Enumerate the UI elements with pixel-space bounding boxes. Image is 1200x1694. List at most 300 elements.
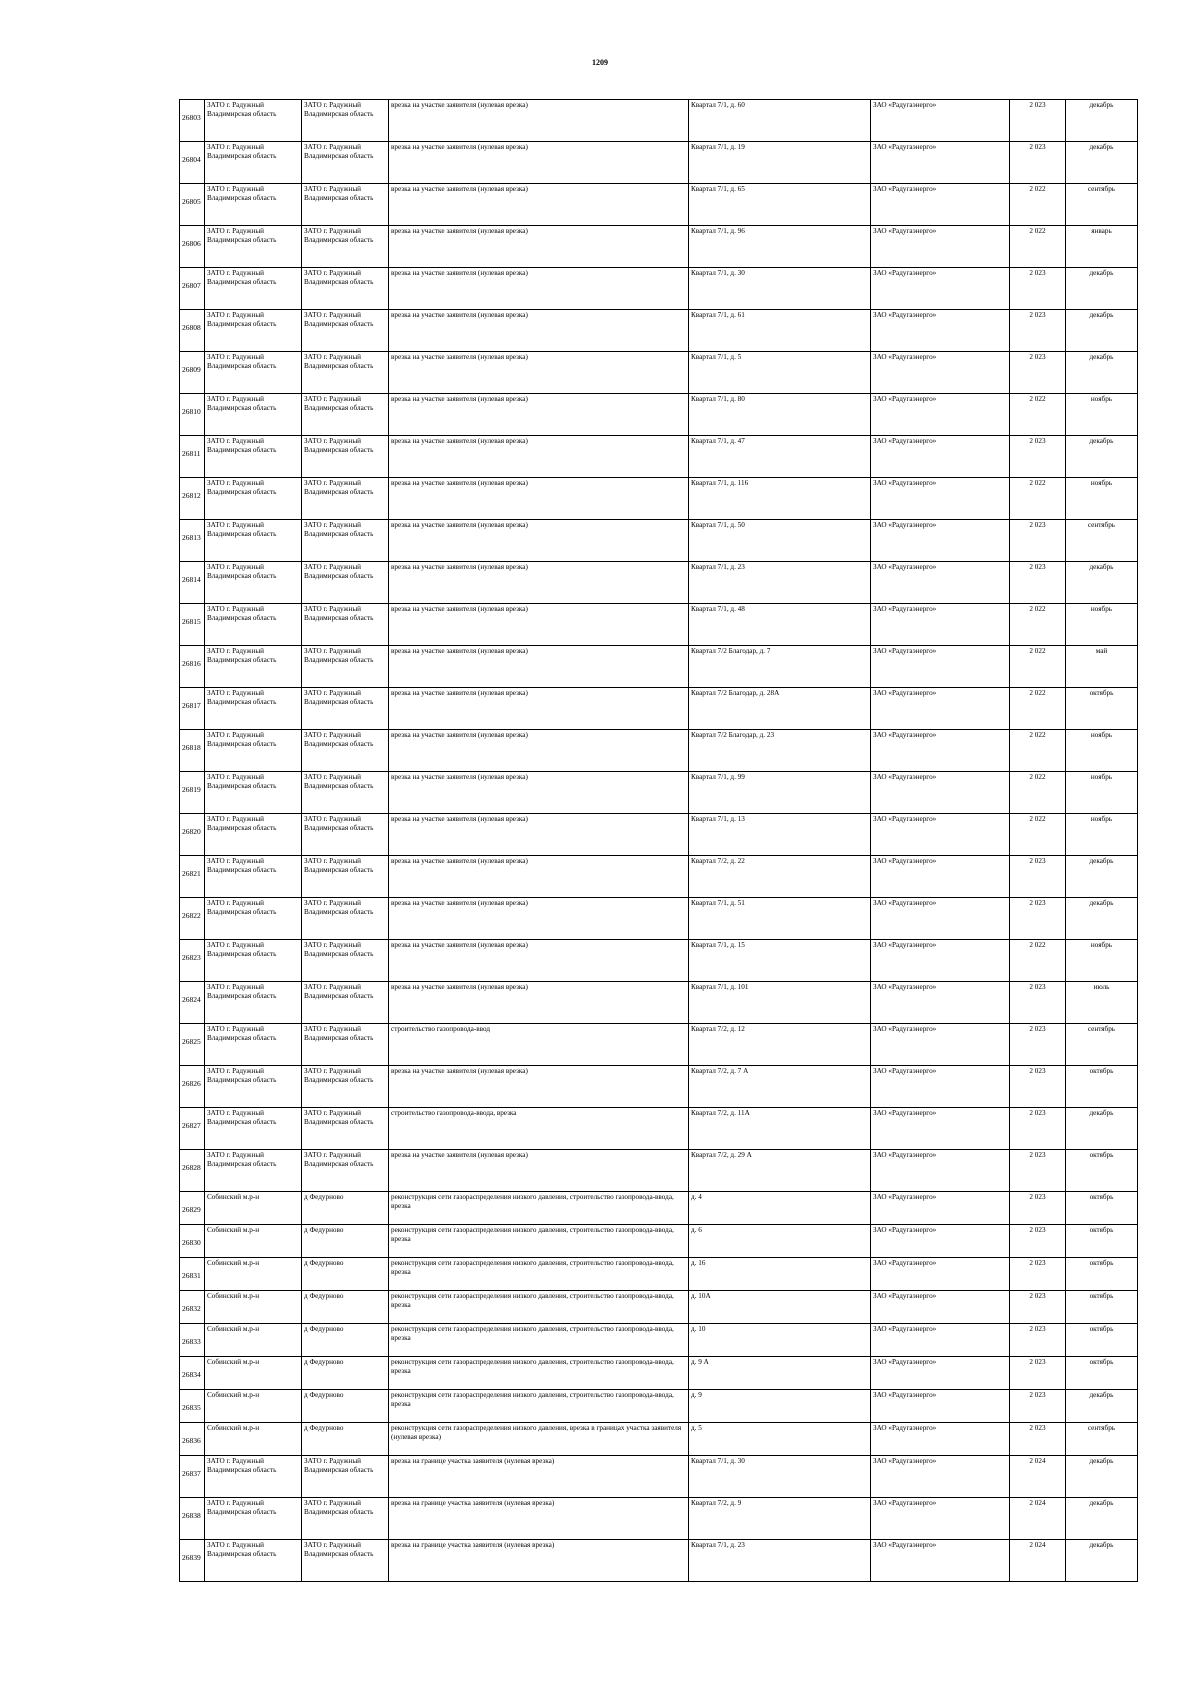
district-cell: ЗАТО г. Радужный Владимирская область [205,898,302,940]
row-number-text: 26835 [182,1403,201,1412]
settlement-cell: ЗАТО г. Радужный Владимирская область [302,184,389,226]
district-cell: Собинский м.р-н [205,1423,302,1456]
organization-cell: ЗАО «Радугаэнерго» [871,1498,1010,1540]
row-number-text: 26824 [182,995,201,1004]
district-cell: ЗАТО г. Радужный Владимирская область [205,982,302,1024]
organization-cell: ЗАО «Радугаэнерго» [871,352,1010,394]
row-number-text: 26808 [182,323,201,332]
month-cell: октябрь [1066,1291,1138,1324]
year-cell: 2 022 [1010,688,1066,730]
address-cell: Квартал 7/1, д. 30 [689,268,871,310]
address-cell: Квартал 7/2, д. 12 [689,1024,871,1066]
row-number-text: 26839 [182,1553,201,1562]
row-number [180,100,205,142]
year-cell: 2 023 [1010,562,1066,604]
settlement-cell: д Федурново [302,1258,389,1291]
organization-cell: ЗАО «Радугаэнерго» [871,100,1010,142]
work-type-cell: врезка на участке заявителя (нулевая врезка) [389,352,689,394]
work-type-cell: врезка на участке заявителя (нулевая врезка) [389,898,689,940]
settlement-cell: ЗАТО г. Радужный Владимирская область [302,1066,389,1108]
row-number-text: 26826 [182,1079,201,1088]
table-row [180,1024,1138,1066]
table-row [180,562,1138,604]
table-row [180,520,1138,562]
settlement-cell: д Федурново [302,1324,389,1357]
row-number [180,436,205,478]
address-cell: Квартал 7/1, д. 60 [689,100,871,142]
organization-cell: ЗАО «Радугаэнерго» [871,478,1010,520]
year-cell: 2 022 [1010,226,1066,268]
organization-cell: ЗАО «Радугаэнерго» [871,982,1010,1024]
organization-cell: ЗАО «Радугаэнерго» [871,226,1010,268]
address-cell: Квартал 7/2 Благодар, д. 28А [689,688,871,730]
table-row [180,478,1138,520]
table-row [180,1150,1138,1192]
row-number [180,688,205,730]
year-cell: 2 022 [1010,604,1066,646]
month-cell: январь [1066,226,1138,268]
month-cell: декабрь [1066,1108,1138,1150]
district-cell: ЗАТО г. Радужный Владимирская область [205,436,302,478]
organization-cell: ЗАО «Радугаэнерго» [871,1024,1010,1066]
year-cell: 2 022 [1010,814,1066,856]
organization-cell: ЗАО «Радугаэнерго» [871,688,1010,730]
table-row [180,310,1138,352]
table-row [180,1390,1138,1423]
work-type-cell: реконструкция сети газораспределения низкого давления, строительство газопровода-ввода, врезка [389,1324,689,1357]
work-type-cell: врезка на участке заявителя (нулевая врезка) [389,268,689,310]
year-cell: 2 023 [1010,1192,1066,1225]
work-type-cell: врезка на участке заявителя (нулевая врезка) [389,100,689,142]
row-number [180,1291,205,1324]
row-number-text: 26805 [182,197,201,206]
work-type-cell: реконструкция сети газораспределения низкого давления, строительство газопровода-ввода, врезка [389,1291,689,1324]
district-cell: ЗАТО г. Радужный Владимирская область [205,1456,302,1498]
month-cell: октябрь [1066,1066,1138,1108]
work-type-cell: врезка на участке заявителя (нулевая врезка) [389,436,689,478]
year-cell: 2 023 [1010,310,1066,352]
row-number [180,1390,205,1423]
year-cell: 2 023 [1010,898,1066,940]
month-cell: ноябрь [1066,814,1138,856]
work-type-cell: реконструкция сети газораспределения низкого давления, строительство газопровода-ввода, врезка [389,1258,689,1291]
row-number-text: 26806 [182,239,201,248]
settlement-cell: ЗАТО г. Радужный Владимирская область [302,940,389,982]
month-cell: ноябрь [1066,394,1138,436]
organization-cell: ЗАО «Радугаэнерго» [871,310,1010,352]
work-type-cell: врезка на участке заявителя (нулевая врезка) [389,142,689,184]
address-cell: Квартал 7/1, д. 96 [689,226,871,268]
district-cell: ЗАТО г. Радужный Владимирская область [205,226,302,268]
settlement-cell: ЗАТО г. Радужный Владимирская область [302,688,389,730]
row-number [180,1066,205,1108]
address-cell: Квартал 7/1, д. 51 [689,898,871,940]
work-type-cell: реконструкция сети газораспределения низкого давления, строительство газопровода-ввода, врезка [389,1390,689,1423]
row-number-text: 26820 [182,827,201,836]
settlement-cell: ЗАТО г. Радужный Владимирская область [302,898,389,940]
organization-cell: ЗАО «Радугаэнерго» [871,520,1010,562]
month-cell: октябрь [1066,688,1138,730]
organization-cell: ЗАО «Радугаэнерго» [871,184,1010,226]
organization-cell: ЗАО «Радугаэнерго» [871,1540,1010,1582]
row-number [180,1498,205,1540]
district-cell: ЗАТО г. Радужный Владимирская область [205,1498,302,1540]
organization-cell: ЗАО «Радугаэнерго» [871,1390,1010,1423]
row-number-text: 26819 [182,785,201,794]
settlement-cell: ЗАТО г. Радужный Владимирская область [302,394,389,436]
row-number-text: 26810 [182,407,201,416]
organization-cell: ЗАО «Радугаэнерго» [871,1192,1010,1225]
district-cell: Собинский м.р-н [205,1225,302,1258]
organization-cell: ЗАО «Радугаэнерго» [871,1258,1010,1291]
work-type-cell: реконструкция сети газораспределения низкого давления, строительство газопровода-ввода, врезка [389,1192,689,1225]
work-type-cell: врезка на границе участка заявителя (нулевая врезка) [389,1456,689,1498]
year-cell: 2 022 [1010,940,1066,982]
address-cell: Квартал 7/2, д. 7 А [689,1066,871,1108]
settlement-cell: ЗАТО г. Радужный Владимирская область [302,646,389,688]
table-row [180,1456,1138,1498]
district-cell: ЗАТО г. Радужный Владимирская область [205,1540,302,1582]
work-type-cell: врезка на границе участка заявителя (нулевая врезка) [389,1498,689,1540]
settlement-cell: ЗАТО г. Радужный Владимирская область [302,310,389,352]
address-cell: Квартал 7/1, д. 65 [689,184,871,226]
settlement-cell: д Федурново [302,1390,389,1423]
settlement-cell: д Федурново [302,1423,389,1456]
row-number [180,394,205,436]
table-row [180,1423,1138,1456]
row-number [180,184,205,226]
row-number [180,352,205,394]
settlement-cell: ЗАТО г. Радужный Владимирская область [302,730,389,772]
address-cell: Квартал 7/1, д. 116 [689,478,871,520]
address-cell: д. 10А [689,1291,871,1324]
row-number [180,1324,205,1357]
table-row [180,436,1138,478]
organization-cell: ЗАО «Радугаэнерго» [871,1324,1010,1357]
row-number-text: 26815 [182,617,201,626]
row-number [180,1024,205,1066]
district-cell: ЗАТО г. Радужный Владимирская область [205,646,302,688]
year-cell: 2 023 [1010,1324,1066,1357]
address-cell: Квартал 7/1, д. 61 [689,310,871,352]
district-cell: ЗАТО г. Радужный Владимирская область [205,100,302,142]
organization-cell: ЗАО «Радугаэнерго» [871,562,1010,604]
row-number-text: 26803 [182,113,201,122]
row-number [180,1150,205,1192]
year-cell: 2 023 [1010,268,1066,310]
organization-cell: ЗАО «Радугаэнерго» [871,1423,1010,1456]
district-cell: ЗАТО г. Радужный Владимирская область [205,268,302,310]
settlement-cell: ЗАТО г. Радужный Владимирская область [302,1540,389,1582]
settlement-cell: ЗАТО г. Радужный Владимирская область [302,478,389,520]
address-cell: Квартал 7/1, д. 15 [689,940,871,982]
month-cell: декабрь [1066,898,1138,940]
month-cell: сентябрь [1066,1024,1138,1066]
organization-cell: ЗАО «Радугаэнерго» [871,268,1010,310]
settlement-cell: ЗАТО г. Радужный Владимирская область [302,1498,389,1540]
settlement-cell: ЗАТО г. Радужный Владимирская область [302,142,389,184]
row-number-text: 26814 [182,575,201,584]
address-cell: Квартал 7/1, д. 101 [689,982,871,1024]
table-row [180,982,1138,1024]
address-cell: Квартал 7/1, д. 13 [689,814,871,856]
settlement-cell: д Федурново [302,1192,389,1225]
year-cell: 2 023 [1010,1066,1066,1108]
settlement-cell: ЗАТО г. Радужный Владимирская область [302,352,389,394]
address-cell: Квартал 7/2 Благодар, д. 7 [689,646,871,688]
year-cell: 2 023 [1010,352,1066,394]
year-cell: 2 022 [1010,478,1066,520]
work-type-cell: врезка на участке заявителя (нулевая врезка) [389,478,689,520]
district-cell: Собинский м.р-н [205,1390,302,1423]
table-row [180,1291,1138,1324]
table-row [180,1498,1138,1540]
work-type-cell: реконструкция сети газораспределения низкого давления, строительство газопровода-ввода, врезка [389,1225,689,1258]
address-cell: Квартал 7/1, д. 30 [689,1456,871,1498]
address-cell: Квартал 7/1, д. 47 [689,436,871,478]
settlement-cell: ЗАТО г. Радужный Владимирская область [302,1108,389,1150]
district-cell: ЗАТО г. Радужный Владимирская область [205,562,302,604]
month-cell: декабрь [1066,1390,1138,1423]
row-number [180,982,205,1024]
district-cell: ЗАТО г. Радужный Владимирская область [205,352,302,394]
address-cell: Квартал 7/1, д. 48 [689,604,871,646]
district-cell: ЗАТО г. Радужный Владимирская область [205,184,302,226]
settlement-cell: ЗАТО г. Радужный Владимирская область [302,520,389,562]
year-cell: 2 023 [1010,436,1066,478]
year-cell: 2 022 [1010,394,1066,436]
address-cell: д. 6 [689,1225,871,1258]
row-number [180,940,205,982]
address-cell: д. 16 [689,1258,871,1291]
month-cell: ноябрь [1066,730,1138,772]
work-type-cell: врезка на участке заявителя (нулевая врезка) [389,772,689,814]
month-cell: сентябрь [1066,1423,1138,1456]
row-number-text: 26825 [182,1037,201,1046]
table-row [180,1357,1138,1390]
settlement-cell: ЗАТО г. Радужный Владимирская область [302,604,389,646]
row-number [180,520,205,562]
table-row [180,268,1138,310]
month-cell: октябрь [1066,1357,1138,1390]
gasification-registry-table [179,99,1138,1582]
settlement-cell: ЗАТО г. Радужный Владимирская область [302,982,389,1024]
row-number-text: 26813 [182,533,201,542]
table-row [180,352,1138,394]
year-cell: 2 023 [1010,1225,1066,1258]
row-number-text: 26822 [182,911,201,920]
row-number-text: 26833 [182,1337,201,1346]
month-cell: декабрь [1066,562,1138,604]
month-cell: сентябрь [1066,520,1138,562]
row-number-text: 26817 [182,701,201,710]
address-cell: д. 4 [689,1192,871,1225]
district-cell: ЗАТО г. Радужный Владимирская область [205,1150,302,1192]
month-cell: ноябрь [1066,772,1138,814]
address-cell: Квартал 7/1, д. 80 [689,394,871,436]
district-cell: ЗАТО г. Радужный Владимирская область [205,142,302,184]
table-row [180,184,1138,226]
settlement-cell: д Федурново [302,1291,389,1324]
month-cell: декабрь [1066,1540,1138,1582]
work-type-cell: врезка на участке заявителя (нулевая врезка) [389,184,689,226]
address-cell: Квартал 7/2 Благодар, д. 23 [689,730,871,772]
row-number [180,772,205,814]
settlement-cell: ЗАТО г. Радужный Владимирская область [302,1150,389,1192]
row-number-text: 26812 [182,491,201,500]
district-cell: Собинский м.р-н [205,1324,302,1357]
organization-cell: ЗАО «Радугаэнерго» [871,1291,1010,1324]
year-cell: 2 023 [1010,1024,1066,1066]
work-type-cell: врезка на участке заявителя (нулевая врезка) [389,982,689,1024]
row-number [180,814,205,856]
row-number-text: 26832 [182,1304,201,1313]
month-cell: октябрь [1066,1192,1138,1225]
organization-cell: ЗАО «Радугаэнерго» [871,436,1010,478]
row-number [180,1258,205,1291]
row-number-text: 26816 [182,659,201,668]
year-cell: 2 023 [1010,100,1066,142]
district-cell: ЗАТО г. Радужный Владимирская область [205,1066,302,1108]
row-number [180,1108,205,1150]
month-cell: декабрь [1066,142,1138,184]
table-row [180,1066,1138,1108]
month-cell: май [1066,646,1138,688]
row-number-text: 26838 [182,1511,201,1520]
row-number-text: 26834 [182,1370,201,1379]
year-cell: 2 023 [1010,1150,1066,1192]
settlement-cell: д Федурново [302,1225,389,1258]
row-number [180,1456,205,1498]
row-number [180,142,205,184]
month-cell: ноябрь [1066,478,1138,520]
settlement-cell: ЗАТО г. Радужный Владимирская область [302,1456,389,1498]
district-cell: ЗАТО г. Радужный Владимирская область [205,814,302,856]
organization-cell: ЗАО «Радугаэнерго» [871,1225,1010,1258]
work-type-cell: врезка на участке заявителя (нулевая врезка) [389,1150,689,1192]
address-cell: д. 9 [689,1390,871,1423]
organization-cell: ЗАО «Радугаэнерго» [871,772,1010,814]
year-cell: 2 024 [1010,1498,1066,1540]
settlement-cell: ЗАТО г. Радужный Владимирская область [302,562,389,604]
month-cell: июль [1066,982,1138,1024]
organization-cell: ЗАО «Радугаэнерго» [871,604,1010,646]
year-cell: 2 024 [1010,1540,1066,1582]
address-cell: Квартал 7/1, д. 19 [689,142,871,184]
row-number-text: 26809 [182,365,201,374]
row-number [180,898,205,940]
work-type-cell: врезка на границе участка заявителя (нулевая врезка) [389,1540,689,1582]
month-cell: октябрь [1066,1324,1138,1357]
organization-cell: ЗАО «Радугаэнерго» [871,394,1010,436]
row-number [180,1225,205,1258]
year-cell: 2 023 [1010,1390,1066,1423]
row-number-text: 26827 [182,1121,201,1130]
row-number [180,1192,205,1225]
table-row [180,940,1138,982]
work-type-cell: врезка на участке заявителя (нулевая врезка) [389,1066,689,1108]
organization-cell: ЗАО «Радугаэнерго» [871,1150,1010,1192]
organization-cell: ЗАО «Радугаэнерго» [871,1108,1010,1150]
year-cell: 2 023 [1010,520,1066,562]
year-cell: 2 023 [1010,142,1066,184]
year-cell: 2 022 [1010,646,1066,688]
month-cell: декабрь [1066,436,1138,478]
address-cell: д. 5 [689,1423,871,1456]
organization-cell: ЗАО «Радугаэнерго» [871,898,1010,940]
row-number [180,604,205,646]
settlement-cell: ЗАТО г. Радужный Владимирская область [302,226,389,268]
row-number [180,562,205,604]
month-cell: ноябрь [1066,940,1138,982]
row-number [180,226,205,268]
table-row [180,856,1138,898]
row-number [180,646,205,688]
month-cell: сентябрь [1066,184,1138,226]
year-cell: 2 022 [1010,730,1066,772]
district-cell: ЗАТО г. Радужный Владимирская область [205,478,302,520]
district-cell: ЗАТО г. Радужный Владимирская область [205,1024,302,1066]
row-number-text: 26828 [182,1163,201,1172]
organization-cell: ЗАО «Радугаэнерго» [871,730,1010,772]
district-cell: ЗАТО г. Радужный Владимирская область [205,772,302,814]
year-cell: 2 024 [1010,1456,1066,1498]
month-cell: декабрь [1066,100,1138,142]
settlement-cell: ЗАТО г. Радужный Владимирская область [302,436,389,478]
address-cell: д. 10 [689,1324,871,1357]
table-row [180,1108,1138,1150]
year-cell: 2 022 [1010,184,1066,226]
table-row [180,1540,1138,1582]
work-type-cell: реконструкция сети газораспределения низкого давления, врезка в границах участка заявителя (нулевая врезка) [389,1423,689,1456]
year-cell: 2 023 [1010,1357,1066,1390]
year-cell: 2 023 [1010,1423,1066,1456]
year-cell: 2 023 [1010,982,1066,1024]
month-cell: декабрь [1066,352,1138,394]
district-cell: ЗАТО г. Радужный Владимирская область [205,688,302,730]
row-number-text: 26837 [182,1469,201,1478]
row-number-text: 26804 [182,155,201,164]
work-type-cell: врезка на участке заявителя (нулевая врезка) [389,310,689,352]
address-cell: Квартал 7/1, д. 5 [689,352,871,394]
address-cell: Квартал 7/1, д. 50 [689,520,871,562]
row-number [180,1423,205,1456]
month-cell: декабрь [1066,856,1138,898]
row-number [180,730,205,772]
work-type-cell: врезка на участке заявителя (нулевая врезка) [389,394,689,436]
year-cell: 2 023 [1010,856,1066,898]
address-cell: Квартал 7/1, д. 23 [689,562,871,604]
work-type-cell: врезка на участке заявителя (нулевая врезка) [389,856,689,898]
month-cell: октябрь [1066,1150,1138,1192]
district-cell: ЗАТО г. Радужный Владимирская область [205,520,302,562]
month-cell: декабрь [1066,268,1138,310]
year-cell: 2 023 [1010,1258,1066,1291]
registry-rows [180,100,1138,1582]
row-number-text: 26811 [182,449,201,458]
row-number [180,268,205,310]
work-type-cell: врезка на участке заявителя (нулевая врезка) [389,646,689,688]
settlement-cell: ЗАТО г. Радужный Владимирская область [302,814,389,856]
table-row [180,1324,1138,1357]
table-row [180,772,1138,814]
work-type-cell: врезка на участке заявителя (нулевая врезка) [389,562,689,604]
table-row [180,814,1138,856]
address-cell: д. 9 А [689,1357,871,1390]
work-type-cell: реконструкция сети газораспределения низкого давления, строительство газопровода-ввода, врезка [389,1357,689,1390]
organization-cell: ЗАО «Радугаэнерго» [871,1456,1010,1498]
settlement-cell: ЗАТО г. Радужный Владимирская область [302,268,389,310]
